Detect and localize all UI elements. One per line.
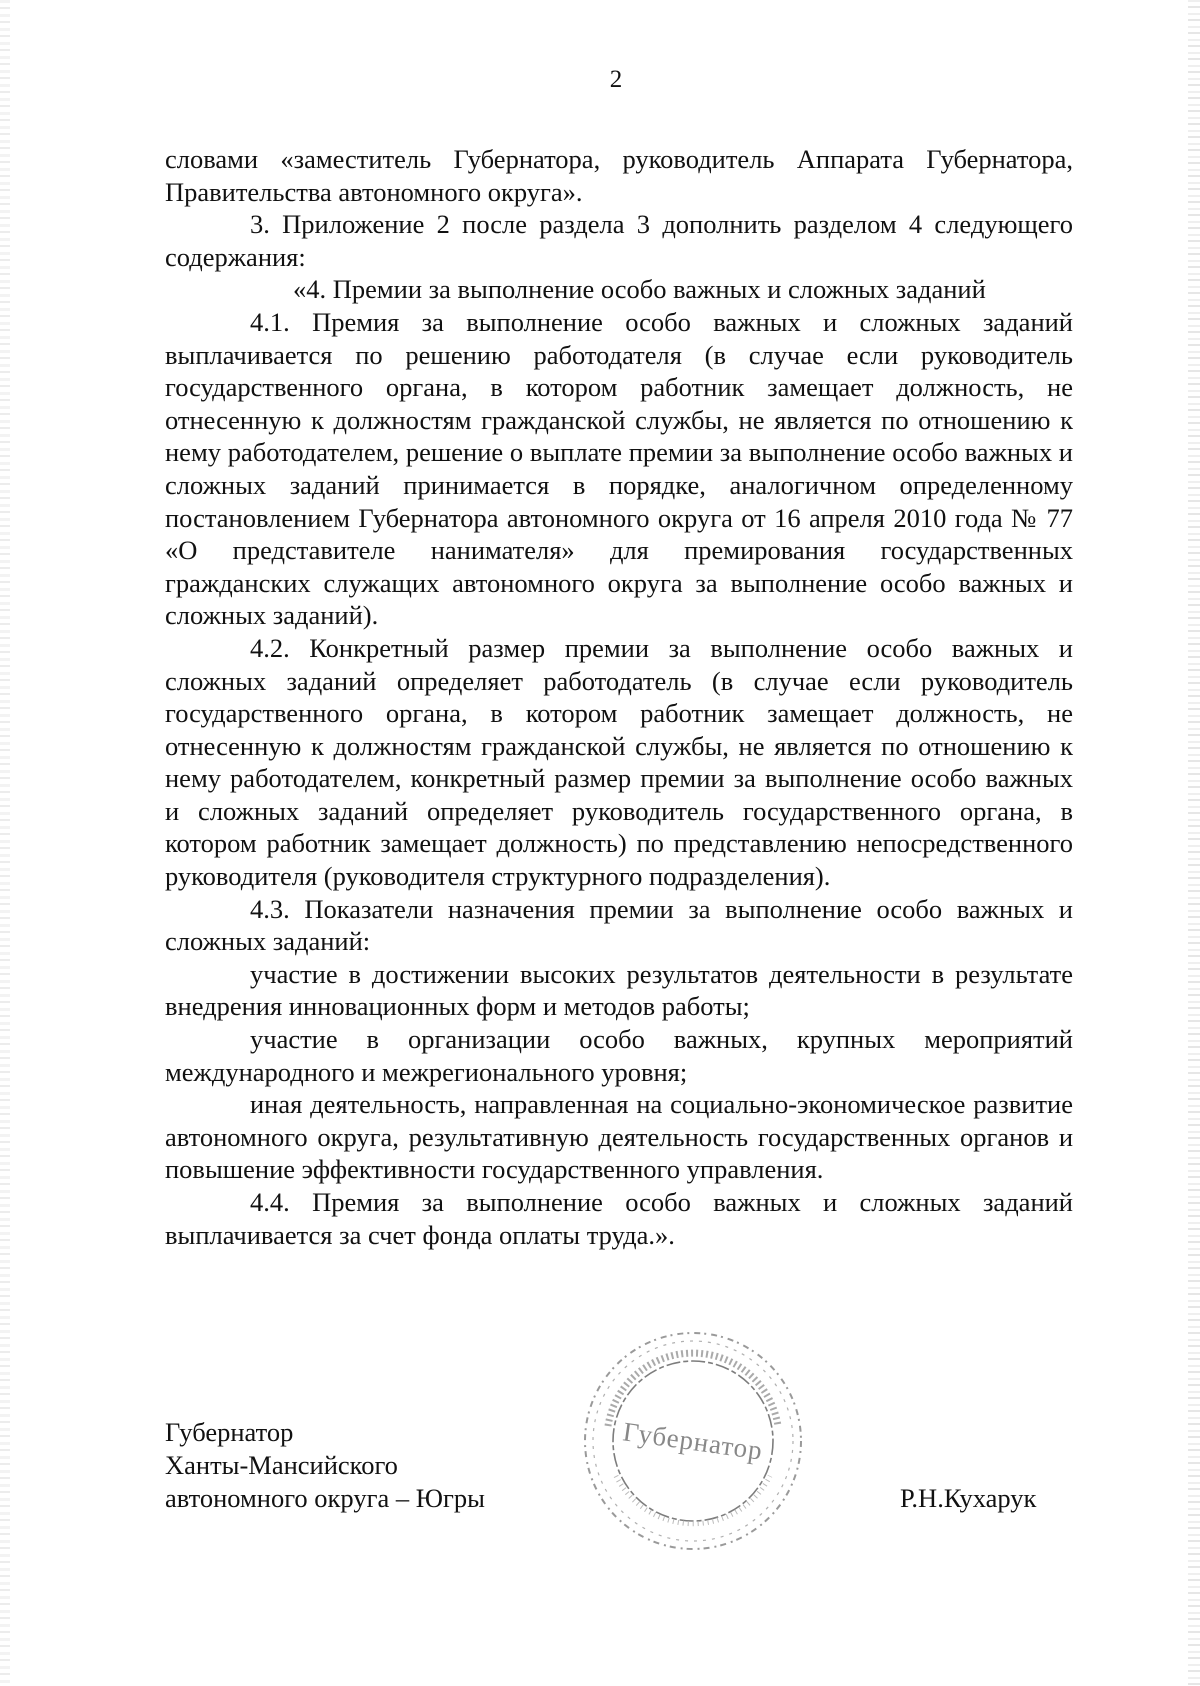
section-heading: «4. Премии за выполнение особо важных и сложных заданий — [293, 274, 986, 305]
paragraph-4-2: 4.2. Конкретный размер премии за выполнение особо важных и сложных заданий определяет работодатель (в случае если руководитель государственного органа, в котором работник замещает должность, не отнесенную к должностям гражданской службы, не является по отношению к нему работодателем, конкретный размер премии за выполнение особо важных и сложных заданий определяет руководитель государственного органа, в котором работник замещает должность) по представлению непосредственного руководителя (руководителя структурного подразделения). — [165, 632, 1073, 892]
paragraph-4-3: 4.3. Показатели назначения премии за выполнение особо важных и сложных заданий: — [165, 893, 1073, 957]
criteria-item-2: участие в организации особо важных, крупных мероприятий международного и межрегионального уровня; — [165, 1024, 1073, 1087]
document-body — [165, 143, 1073, 1251]
seal-inscription: Губернатор — [621, 1416, 765, 1466]
scan-edge-left — [0, 0, 10, 1686]
criteria-item-1: участие в достижении высоких результатов деятельности в результате внедрения инновационных форм и методов работы; — [165, 958, 1073, 1022]
scan-edge-right — [1188, 0, 1200, 1686]
signatory-title-line-3: автономного округа – Югры — [165, 1483, 485, 1513]
signatory-title-line-1: Губернатор — [165, 1417, 294, 1447]
criteria-item-3: иная деятельность, направленная на социально-экономическое развитие автономного округа, результативную деятельность государственных органов и повышение эффективности государственного управления. — [165, 1089, 1073, 1185]
page-number: 2 — [609, 66, 623, 93]
paragraph-4-1: 4.1. Премия за выполнение особо важных и сложных заданий выплачивается по решению работодателя (в случае если руководитель государственного органа, в котором работник замещает должность, не отнесенную к должностям гражданской службы, не является по отношению к нему работодателем, решение о выплате премии за выполнение особо важных и сложных заданий принимается в порядке, аналогичном определенному постановлением Губернатора автономного округа от 16 апреля 2010 года № 77 «О представителе нанимателя» для премирования государственных гражданских служащих автономного округа за выполнение особо важных и сложных заданий). — [165, 306, 1073, 631]
paragraph-continuation: словами «заместитель Губернатора, руководитель Аппарата Губернатора, Правительства автономного округа». — [165, 144, 1073, 207]
signatory-title — [165, 1416, 485, 1515]
official-seal — [578, 1326, 808, 1556]
paragraph-4-4: 4.4. Премия за выполнение особо важных и сложных заданий выплачивается за счет фонда оплаты труда.». — [165, 1187, 1073, 1250]
paragraph-item-3: 3. Приложение 2 после раздела 3 дополнить разделом 4 следующего содержания: — [165, 209, 1073, 272]
signatory-name: Р.Н.Кухарук — [900, 1483, 1037, 1513]
signatory-title-line-2: Ханты-Мансийского — [165, 1450, 398, 1480]
